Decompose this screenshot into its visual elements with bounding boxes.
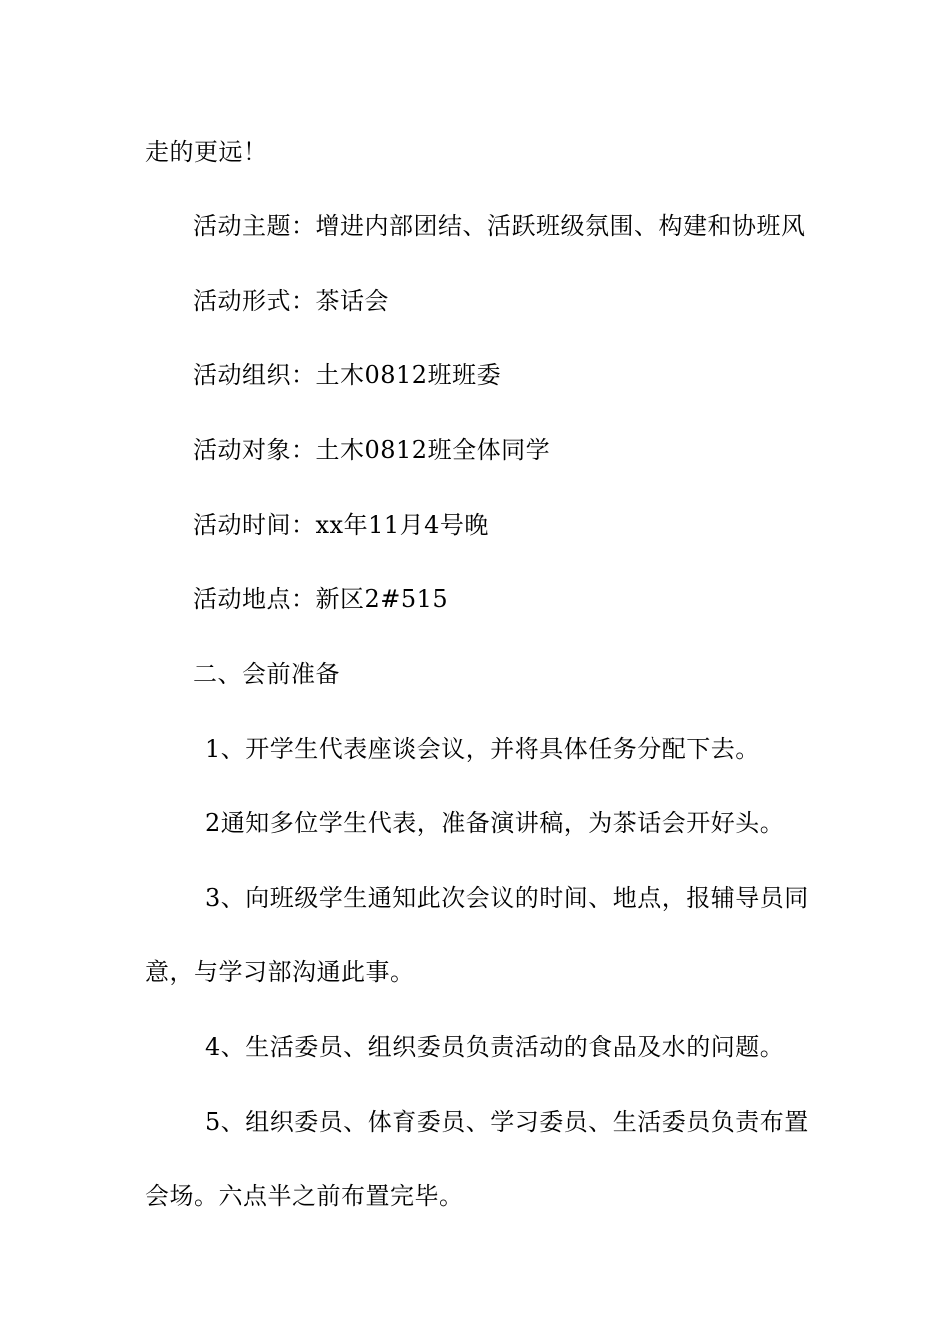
list-item-3-continuation: 意，与学习部沟通此事。 bbox=[145, 958, 415, 986]
section-heading-preparation: 二、会前准备 bbox=[193, 660, 340, 688]
list-item-5: 5、组织委员、体育委员、学习委员、生活委员负责布置 bbox=[205, 1108, 809, 1136]
text-line-activity-theme: 活动主题：增进内部团结、活跃班级氛围、构建和协班风 bbox=[193, 212, 806, 240]
list-item-2: 2通知多位学生代表，准备演讲稿，为茶话会开好头。 bbox=[205, 809, 785, 837]
list-item-1: 1、开学生代表座谈会议，并将具体任务分配下去。 bbox=[205, 735, 760, 763]
text-line-continuation: 走的更远！ bbox=[145, 138, 268, 166]
list-item-4: 4、生活委员、组织委员负责活动的食品及水的问题。 bbox=[205, 1033, 785, 1061]
text-line-activity-organizer: 活动组织：土木0812班班委 bbox=[193, 361, 502, 389]
text-line-activity-format: 活动形式：茶话会 bbox=[193, 287, 389, 315]
text-line-activity-audience: 活动对象：土木0812班全体同学 bbox=[193, 436, 551, 464]
text-line-activity-location: 活动地点：新区2#515 bbox=[193, 585, 449, 613]
list-item-5-continuation: 会场。六点半之前布置完毕。 bbox=[145, 1182, 464, 1210]
list-item-3: 3、向班级学生通知此次会议的时间、地点，报辅导员同 bbox=[205, 884, 809, 912]
text-line-activity-time: 活动时间：xx年11月4号晚 bbox=[193, 511, 489, 539]
